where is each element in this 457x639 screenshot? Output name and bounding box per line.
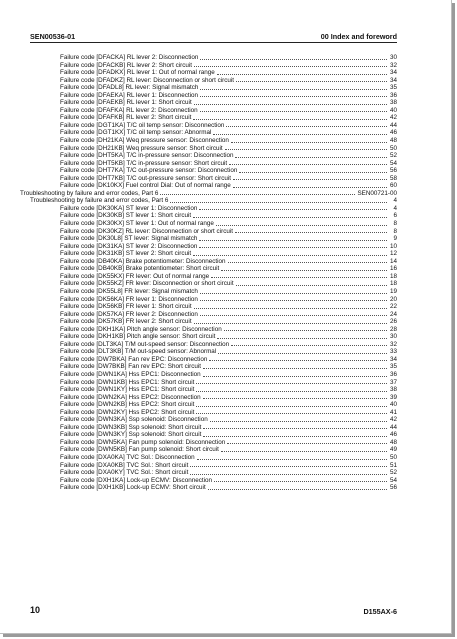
toc-entry-label: Failure code [DWN3KY] Ssp solenoid: Short circuit bbox=[60, 431, 202, 439]
dot-leader bbox=[224, 329, 387, 331]
dot-leader bbox=[221, 450, 387, 452]
toc-entry-label: Failure code [DK56KB] FR lever 1: Short circuit bbox=[60, 303, 192, 311]
toc-entry-page: 4 bbox=[393, 197, 397, 205]
dot-leader bbox=[218, 352, 387, 354]
toc-entry-row[interactable] bbox=[20, 235, 397, 243]
toc-entry-row[interactable] bbox=[20, 220, 397, 228]
toc-entry-row[interactable] bbox=[20, 356, 397, 364]
toc-entry-label: Failure code [DW7BKB] Fan rev EPC: Short circuit bbox=[60, 363, 202, 371]
toc-entry-row[interactable] bbox=[20, 129, 397, 137]
dot-leader bbox=[217, 73, 387, 75]
toc-entry-row[interactable] bbox=[20, 424, 397, 432]
dot-leader bbox=[228, 261, 387, 263]
dot-leader bbox=[233, 178, 387, 180]
dot-leader bbox=[200, 299, 387, 301]
toc-entry-label: Failure code [DFAFKA] RL lever 2: Disconnection bbox=[60, 106, 198, 114]
toc-entry-label: Failure code [DK30KB] ST lever 1: Short circuit bbox=[60, 212, 192, 220]
toc-entry-page: 32 bbox=[389, 340, 397, 348]
toc-entry-page: 44 bbox=[389, 121, 397, 129]
dot-leader bbox=[196, 405, 387, 407]
section-title: 00 Index and foreword bbox=[320, 32, 397, 41]
toc-entry-page: 51 bbox=[389, 461, 397, 469]
toc-entry-row[interactable] bbox=[20, 296, 397, 304]
toc-entry-label: Failure code [DH21KB] Weq pressure sensor: Short circuit bbox=[60, 144, 223, 152]
toc-entry-row[interactable] bbox=[20, 175, 397, 183]
toc-entry-page: 42 bbox=[389, 114, 397, 122]
toc-entry-row[interactable] bbox=[20, 265, 397, 273]
toc-entry-row[interactable] bbox=[20, 99, 397, 107]
dot-leader bbox=[199, 246, 387, 248]
toc-entry-label: Failure code [DHT7KB] T/C out-pressure sensor: Short circuit bbox=[60, 174, 232, 182]
dot-leader bbox=[196, 382, 387, 384]
toc-entry-row[interactable] bbox=[20, 379, 397, 387]
toc-entry-label: Failure code [DK30KX] ST lever 1: Out of normal range bbox=[60, 220, 214, 228]
toc-entry-row[interactable] bbox=[20, 386, 397, 394]
dot-leader bbox=[203, 397, 387, 399]
toc-entry-page: 8 bbox=[393, 227, 397, 235]
toc-entry-label: Failure code [DWN2KA] Hss EPC2: Disconnection bbox=[60, 393, 201, 401]
dot-leader bbox=[235, 231, 387, 233]
toc-entry-label: Failure code [DK30L8] ST lever: Signal mismatch bbox=[60, 235, 198, 243]
toc-entry-page: 34 bbox=[389, 76, 397, 84]
dot-leader bbox=[194, 65, 387, 67]
dot-leader bbox=[200, 58, 387, 60]
toc-entry-label: Failure code [DFAEKB] RL lever 1: Short circuit bbox=[60, 99, 192, 107]
dot-leader bbox=[231, 141, 387, 143]
toc-entry-row[interactable] bbox=[20, 160, 397, 168]
toc-entry-page: 8 bbox=[393, 220, 397, 228]
table-of-contents bbox=[20, 54, 397, 492]
dot-leader bbox=[197, 458, 387, 460]
toc-entry-label: Failure code [DGT1KA] T/C oil temp sensor: Disconnection bbox=[60, 121, 225, 129]
toc-entry-row[interactable] bbox=[20, 280, 397, 288]
header-divider bbox=[30, 42, 397, 43]
toc-entry-row[interactable] bbox=[20, 477, 397, 485]
toc-entry-row[interactable] bbox=[20, 401, 397, 409]
toc-entry-page: SEN00721-00 bbox=[357, 189, 397, 197]
toc-entry-page: 48 bbox=[389, 438, 397, 446]
toc-entry-row[interactable] bbox=[20, 394, 397, 402]
toc-entry-row[interactable] bbox=[20, 469, 397, 477]
toc-entry-page: 35 bbox=[389, 363, 397, 371]
toc-entry-page: 50 bbox=[389, 144, 397, 152]
dot-leader bbox=[160, 193, 355, 195]
toc-entry-page: 32 bbox=[389, 61, 397, 69]
toc-subsection-row[interactable] bbox=[20, 197, 397, 205]
toc-entry-row[interactable] bbox=[20, 167, 397, 175]
dot-leader bbox=[193, 216, 387, 218]
toc-entry-page: 6 bbox=[393, 212, 397, 220]
toc-entry-row[interactable] bbox=[20, 92, 397, 100]
toc-entry-page: 41 bbox=[389, 408, 397, 416]
toc-entry-page: 52 bbox=[389, 152, 397, 160]
dot-leader bbox=[203, 427, 387, 429]
toc-entry-page: 36 bbox=[389, 91, 397, 99]
toc-entry-label: Failure code [DK31KB] ST lever 2: Short circuit bbox=[60, 250, 192, 258]
dot-leader bbox=[203, 367, 387, 369]
toc-entry-label: Failure code [DKH1KB] Pitch angle sensor: Short circuit bbox=[60, 333, 216, 341]
toc-entry-page: 10 bbox=[389, 242, 397, 250]
dot-leader bbox=[199, 208, 387, 210]
toc-entry-row[interactable] bbox=[20, 258, 397, 266]
toc-entry-row[interactable] bbox=[20, 107, 397, 115]
toc-entry-row[interactable] bbox=[20, 114, 397, 122]
toc-entry-row[interactable] bbox=[20, 250, 397, 258]
toc-entry-page: 37 bbox=[389, 378, 397, 386]
toc-entry-page: 46 bbox=[389, 129, 397, 137]
toc-entry-label: Failure code [DK55KX] FR lever: Out of normal range bbox=[60, 272, 210, 280]
dot-leader bbox=[229, 163, 387, 165]
toc-entry-label: Failure code [DWN1KA] Hss EPC1: Disconnection bbox=[60, 370, 201, 378]
toc-entry-label: Failure code [DLT3KB] T/M out-speed sensor: Abnormal bbox=[60, 348, 217, 356]
toc-entry-page: 34 bbox=[389, 69, 397, 77]
toc-entry-row[interactable] bbox=[20, 371, 397, 379]
toc-entry-label: Failure code [DGT1KX] T/C oil temp sensor: Abnormal bbox=[60, 129, 212, 137]
toc-entry-row[interactable] bbox=[20, 431, 397, 439]
toc-entry-row[interactable] bbox=[20, 152, 397, 160]
toc-entry-page: 14 bbox=[389, 257, 397, 265]
toc-entry-label: Failure code [DWN3KB] Ssp solenoid: Short circuit bbox=[60, 423, 202, 431]
dot-leader bbox=[208, 488, 387, 490]
dot-leader bbox=[194, 103, 387, 105]
toc-entry-row[interactable] bbox=[20, 84, 397, 92]
toc-entry-page: 54 bbox=[389, 159, 397, 167]
toc-entry-row[interactable] bbox=[20, 69, 397, 77]
dot-leader bbox=[196, 390, 387, 392]
toc-section-row[interactable] bbox=[20, 190, 397, 198]
toc-entry-row[interactable] bbox=[20, 416, 397, 424]
toc-entry-label: Failure code [DK10KX] Fuel control Dial: Out of normal range bbox=[60, 182, 231, 190]
toc-entry-page: 39 bbox=[389, 393, 397, 401]
dot-leader bbox=[194, 322, 387, 324]
toc-entry-row[interactable] bbox=[20, 273, 397, 281]
toc-entry-row[interactable] bbox=[20, 454, 397, 462]
toc-entry-row[interactable] bbox=[20, 137, 397, 145]
dot-leader bbox=[226, 125, 387, 127]
toc-entry-row[interactable] bbox=[20, 228, 397, 236]
dot-leader bbox=[190, 473, 387, 475]
dot-leader bbox=[227, 442, 387, 444]
toc-entry-page: 34 bbox=[389, 355, 397, 363]
toc-entry-label: Failure code [DW7BKA] Fan rev EPC: Disconnection bbox=[60, 355, 208, 363]
dot-leader bbox=[214, 480, 387, 482]
document-id: SEN00536-01 bbox=[30, 32, 76, 41]
dot-leader bbox=[203, 375, 387, 377]
toc-entry-page: 18 bbox=[389, 272, 397, 280]
toc-entry-page: 30 bbox=[389, 54, 397, 61]
toc-entry-page: 12 bbox=[389, 250, 397, 258]
toc-entry-page: 52 bbox=[389, 469, 397, 477]
toc-entry-label: Failure code [DLT3KA] T/M out-speed sensor: Disconnection bbox=[60, 340, 230, 348]
dot-leader bbox=[170, 201, 387, 203]
toc-entry-row[interactable] bbox=[20, 62, 397, 70]
toc-entry-page: 35 bbox=[389, 84, 397, 92]
toc-entry-label: Troubleshooting by failure and error codes, Part 6 bbox=[30, 197, 169, 205]
dot-leader bbox=[213, 133, 387, 135]
toc-entry-label: Failure code [DK30KZ] RL lever: Disconnection or short circuit bbox=[60, 227, 234, 235]
toc-entry-label: Failure code [DXA0KB] TVC Sol.: Short circuit bbox=[60, 461, 189, 469]
dot-leader bbox=[217, 337, 387, 339]
toc-entry-page: 24 bbox=[389, 310, 397, 318]
dot-leader bbox=[200, 314, 387, 316]
toc-entry-label: Failure code [DKH1KA] Pitch angle sensor: Disconnection bbox=[60, 325, 222, 333]
toc-entry-row[interactable] bbox=[20, 288, 397, 296]
toc-entry-page: 54 bbox=[389, 476, 397, 484]
dot-leader bbox=[210, 420, 387, 422]
toc-entry-label: Failure code [DK57KB] FR lever 2: Short circuit bbox=[60, 318, 192, 326]
toc-entry-row[interactable] bbox=[20, 311, 397, 319]
dot-leader bbox=[193, 118, 387, 120]
dot-leader bbox=[196, 412, 387, 414]
toc-entry-page: 26 bbox=[389, 318, 397, 326]
toc-entry-label: Failure code [DWN5KA] Fan pump solenoid: Disconnection bbox=[60, 438, 226, 446]
toc-entry-page: 42 bbox=[389, 416, 397, 424]
toc-entry-label: Failure code [DFAFKB] RL lever 2: Short circuit bbox=[60, 114, 192, 122]
dot-leader bbox=[225, 148, 387, 150]
toc-entry-row[interactable] bbox=[20, 326, 397, 334]
toc-entry-row[interactable] bbox=[20, 122, 397, 130]
toc-entry-page: 44 bbox=[389, 423, 397, 431]
toc-entry-page: 19 bbox=[389, 287, 397, 295]
dot-leader bbox=[190, 465, 387, 467]
toc-entry-label: Failure code [DXH1KA] Lock-up ECMV: Disconnection bbox=[60, 476, 213, 484]
toc-entry-row[interactable] bbox=[20, 205, 397, 213]
dot-leader bbox=[216, 224, 387, 226]
toc-entry-label: Failure code [DH21KA] Weq pressure sensor: Disconnection bbox=[60, 137, 229, 145]
toc-entry-label: Failure code [DB40KB] Brake potentiometer: Short circuit bbox=[60, 265, 220, 273]
toc-entry-row[interactable] bbox=[20, 212, 397, 220]
toc-entry-page: 49 bbox=[389, 446, 397, 454]
toc-entry-page: 46 bbox=[389, 431, 397, 439]
page-header bbox=[30, 32, 397, 41]
toc-entry-page: 33 bbox=[389, 348, 397, 356]
toc-entry-page: 30 bbox=[389, 333, 397, 341]
dot-leader bbox=[236, 284, 387, 286]
dot-leader bbox=[199, 239, 387, 241]
toc-entry-label: Troubleshooting by failure and error codes, Part 6 bbox=[20, 189, 159, 197]
toc-entry-page: 38 bbox=[389, 386, 397, 394]
toc-entry-label: Failure code [DFACKB] RL lever 2: Short circuit bbox=[60, 61, 193, 69]
toc-entry-label: Failure code [DHT7KA] T/C out-pressure sensor: Disconnection bbox=[60, 167, 238, 175]
toc-entry-label: Failure code [DWN1KY] Hss EPC1: Short circuit bbox=[60, 386, 195, 394]
toc-entry-row[interactable] bbox=[20, 182, 397, 190]
toc-entry-page: 38 bbox=[389, 99, 397, 107]
toc-entry-label: Failure code [DFADKX] RL lever 1: Out of normal range bbox=[60, 69, 215, 77]
toc-entry-page: 40 bbox=[389, 401, 397, 409]
dot-leader bbox=[233, 186, 387, 188]
toc-entry-label: Failure code [DFADKZ] RL lever: Disconnection or short circuit bbox=[60, 76, 235, 84]
toc-entry-label: Failure code [DFAEKA] RL lever 1: Disconnection bbox=[60, 91, 199, 99]
dot-leader bbox=[211, 276, 387, 278]
dot-leader bbox=[209, 359, 387, 361]
dot-leader bbox=[194, 307, 387, 309]
toc-entry-label: Failure code [DFACKA] RL lever 2: Disconnection bbox=[60, 54, 199, 61]
toc-entry-label: Failure code [DWN2KB] Hss EPC2: Short circuit bbox=[60, 401, 195, 409]
toc-entry-row[interactable] bbox=[20, 409, 397, 417]
toc-entry-page: 48 bbox=[389, 137, 397, 145]
toc-entry-label: Failure code [DHT5KA] T/C in-pressure sensor: Disconnection bbox=[60, 152, 234, 160]
toc-entry-row[interactable] bbox=[20, 439, 397, 447]
toc-entry-page: 20 bbox=[389, 295, 397, 303]
toc-entry-page: 28 bbox=[389, 325, 397, 333]
dot-leader bbox=[236, 80, 387, 82]
toc-entry-page: 40 bbox=[389, 106, 397, 114]
toc-entry-row[interactable] bbox=[20, 145, 397, 153]
toc-entry-row[interactable] bbox=[20, 318, 397, 326]
toc-entry-row[interactable] bbox=[20, 341, 397, 349]
toc-entry-label: Failure code [DWN2KY] Hss EPC2: Short circuit bbox=[60, 408, 195, 416]
toc-entry-label: Failure code [DB40KA] Brake potentiometer: Disconnection bbox=[60, 257, 226, 265]
toc-entry-page: 56 bbox=[389, 484, 397, 492]
toc-entry-row[interactable] bbox=[20, 303, 397, 311]
dot-leader bbox=[235, 156, 387, 158]
toc-entry-page: 58 bbox=[389, 174, 397, 182]
toc-entry-row[interactable] bbox=[20, 333, 397, 341]
toc-entry-label: Failure code [DK57KA] FR lever 2: Disconnection bbox=[60, 310, 198, 318]
toc-entry-label: Failure code [DK56KA] FR lever 1: Disconnection bbox=[60, 295, 198, 303]
toc-entry-label: Failure code [DK55KZ] FR lever: Disconnection or short circuit bbox=[60, 280, 234, 288]
dot-leader bbox=[231, 344, 387, 346]
toc-entry-label: Failure code [DK55L8] FR lever: Signal mismatch bbox=[60, 287, 198, 295]
toc-entry-row[interactable] bbox=[20, 77, 397, 85]
dot-leader bbox=[200, 292, 387, 294]
toc-entry-row[interactable] bbox=[20, 54, 397, 62]
toc-entry-page: 60 bbox=[389, 182, 397, 190]
page-number: 10 bbox=[30, 605, 41, 615]
toc-entry-page: 18 bbox=[389, 280, 397, 288]
toc-entry-page: 16 bbox=[389, 265, 397, 273]
dot-leader bbox=[239, 171, 387, 173]
toc-entry-label: Failure code [DWN5KB] Fan pump solenoid: Short circuit bbox=[60, 446, 219, 454]
dot-leader bbox=[200, 95, 387, 97]
dot-leader bbox=[200, 110, 387, 112]
toc-entry-label: Failure code [DFADL8] RL lever: Signal mismatch bbox=[60, 84, 199, 92]
toc-entry-label: Failure code [DXA0KY] TVC Sol.: Short circuit bbox=[60, 469, 189, 477]
toc-entry-page: 9 bbox=[393, 235, 397, 243]
page-footer bbox=[30, 605, 397, 617]
toc-entry-page: 4 bbox=[393, 204, 397, 212]
dot-leader bbox=[221, 269, 387, 271]
toc-entry-row[interactable] bbox=[20, 484, 397, 492]
toc-entry-label: Failure code [DWN3KA] Ssp solenoid: Disconnection bbox=[60, 416, 208, 424]
toc-entry-row[interactable] bbox=[20, 462, 397, 470]
toc-entry-label: Failure code [DK31KA] ST lever 2: Disconnection bbox=[60, 242, 198, 250]
dot-leader bbox=[203, 435, 387, 437]
toc-entry-label: Failure code [DXH1KB] Lock-up ECMV: Short circuit bbox=[60, 484, 206, 492]
dot-leader bbox=[200, 88, 387, 90]
toc-entry-label: Failure code [DWN1KB] Hss EPC1: Short circuit bbox=[60, 378, 195, 386]
toc-entry-label: Failure code [DHT5KB] T/C in-pressure sensor: Short circuit bbox=[60, 159, 228, 167]
toc-entry-page: 56 bbox=[389, 167, 397, 175]
toc-entry-row[interactable] bbox=[20, 446, 397, 454]
dot-leader bbox=[193, 254, 387, 256]
machine-model: D155AX-6 bbox=[363, 607, 397, 616]
toc-entry-row[interactable] bbox=[20, 363, 397, 371]
toc-entry-page: 36 bbox=[389, 370, 397, 378]
toc-entry-page: 22 bbox=[389, 303, 397, 311]
toc-entry-label: Failure code [DK30KA] ST lever 1: Disconnection bbox=[60, 204, 198, 212]
toc-entry-page: 50 bbox=[389, 453, 397, 461]
toc-entry-row[interactable] bbox=[20, 243, 397, 251]
toc-entry-label: Failure code [DXA0KA] TVC Sol.: Disconnection bbox=[60, 453, 195, 461]
toc-entry-row[interactable] bbox=[20, 348, 397, 356]
